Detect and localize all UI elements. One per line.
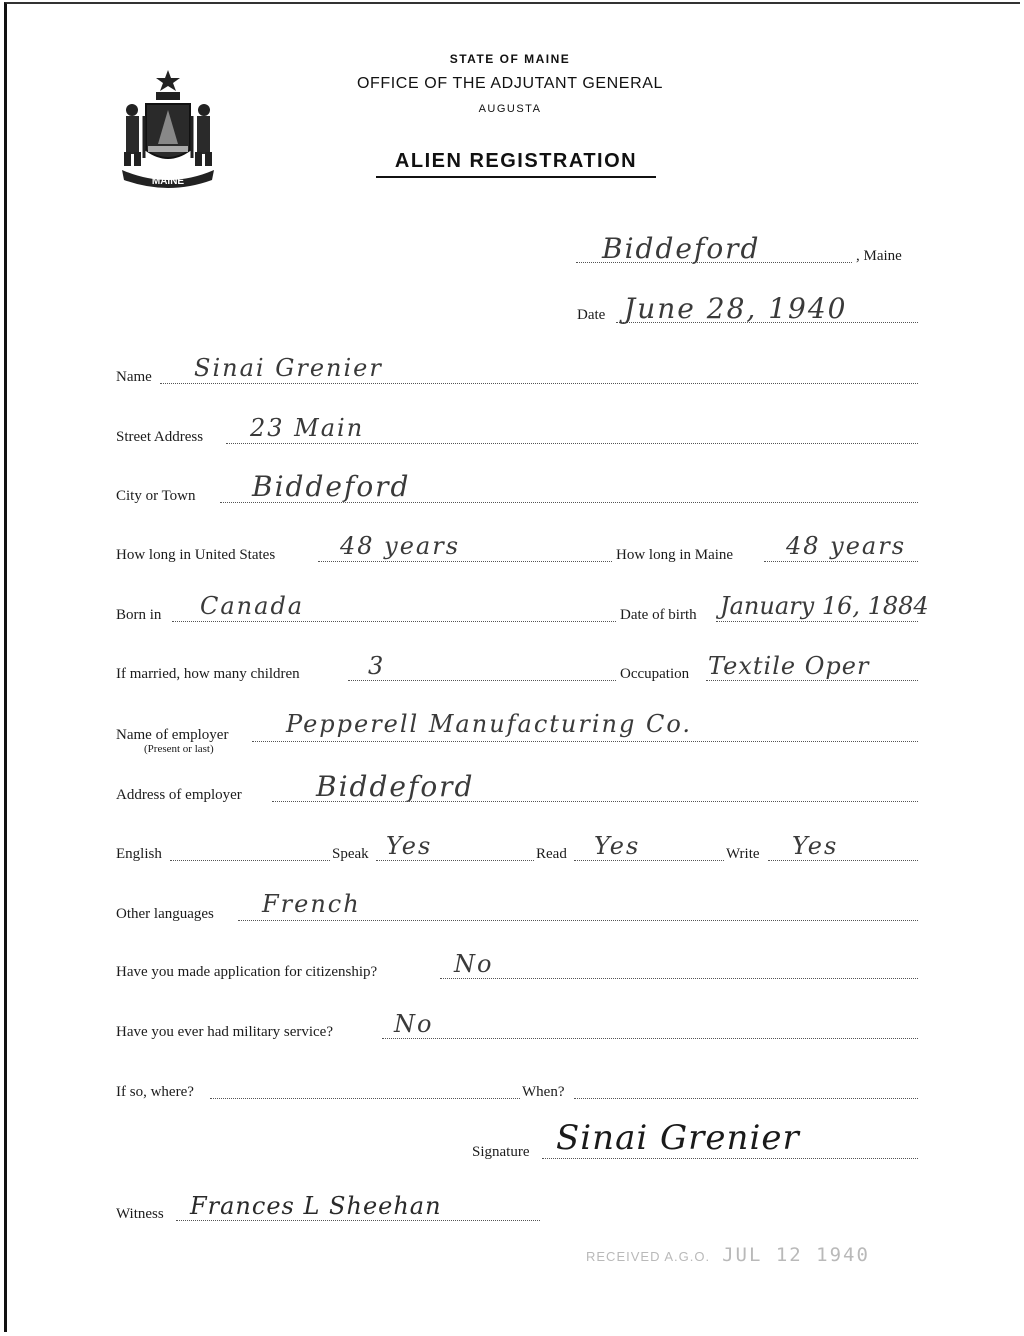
write-label: Write (726, 846, 760, 862)
employer-address-value: Biddeford (316, 770, 475, 803)
received-stamp (586, 1244, 870, 1266)
signature-label: Signature (472, 1144, 530, 1160)
read-label: Read (536, 846, 567, 862)
occupation-line (706, 680, 918, 681)
children-value: 3 (368, 652, 386, 680)
employer-sublabel: (Present or last) (144, 743, 214, 755)
employer-label: Name of employer (116, 727, 229, 743)
born-in-value: Canada (200, 592, 305, 620)
city-label: City or Town (116, 488, 196, 504)
place-value: Biddeford (602, 232, 761, 265)
date-label: Date (577, 307, 606, 323)
place-suffix: , Maine (856, 248, 902, 264)
other-languages-value: French (262, 890, 361, 918)
witness-label: Witness (116, 1206, 164, 1222)
street-value: 23 Main (250, 414, 365, 442)
citizenship-line (440, 978, 918, 979)
employer-address-label: Address of employer (116, 787, 242, 803)
speak-line (376, 860, 534, 861)
street-label: Street Address (116, 429, 204, 445)
form-title: ALIEN REGISTRATION (376, 150, 656, 178)
where-label: If so, where? (116, 1084, 194, 1100)
date-value: June 28, 1940 (624, 292, 848, 325)
us-duration-value: 48 years (340, 532, 461, 560)
city-value: Biddeford (252, 470, 411, 503)
other-languages-line (238, 920, 918, 921)
signature-value: Sinai Grenier (556, 1118, 800, 1158)
maine-duration-label: How long in Maine (616, 547, 734, 563)
stamp-text: RECEIVED A.G.O. (586, 1249, 711, 1264)
city-heading: AUGUSTA (478, 103, 542, 115)
witness-line (176, 1220, 540, 1221)
birth-date-line (716, 621, 918, 622)
state-seal (112, 66, 224, 192)
other-languages-label: Other languages (116, 906, 214, 922)
when-line (574, 1098, 918, 1099)
seal-text: MAINE (151, 176, 185, 187)
military-line (382, 1038, 918, 1039)
children-line (348, 680, 616, 681)
speak-label: Speak (332, 846, 369, 862)
occupation-label: Occupation (620, 666, 690, 682)
maine-duration-line (764, 561, 918, 562)
write-value: Yes (792, 832, 839, 860)
english-label: English (116, 846, 162, 862)
read-line (574, 860, 724, 861)
witness-value: Frances L Sheehan (190, 1192, 442, 1220)
birth-date-label: Date of birth (620, 607, 697, 623)
name-value: Sinai Grenier (194, 354, 383, 382)
us-duration-line (318, 561, 612, 562)
citizenship-value: No (454, 950, 494, 978)
born-in-label: Born in (116, 607, 162, 623)
name-line (160, 383, 918, 384)
street-line (226, 443, 918, 444)
occupation-value: Textile Oper (708, 652, 870, 680)
us-duration-label: How long in United States (116, 547, 276, 563)
where-line (210, 1098, 520, 1099)
military-value: No (394, 1010, 434, 1038)
children-label: If married, how many children (116, 666, 300, 682)
write-line (768, 860, 918, 861)
maine-duration-value: 48 years (786, 532, 907, 560)
name-label: Name (116, 369, 152, 385)
birth-date-value: January 16, 1884 (720, 592, 929, 620)
speak-value: Yes (386, 832, 433, 860)
stamp-date: JUL 12 1940 (722, 1244, 870, 1266)
english-line (170, 860, 330, 861)
military-label: Have you ever had military service? (116, 1024, 333, 1040)
office-heading: OFFICE OF THE ADJUTANT GENERAL (356, 75, 664, 92)
signature-line (542, 1158, 918, 1159)
employer-line (252, 741, 918, 742)
read-value: Yes (594, 832, 641, 860)
born-in-line (172, 621, 616, 622)
state-heading: STATE OF MAINE (449, 52, 571, 66)
employer-value: Pepperell Manufacturing Co. (286, 710, 693, 738)
when-label: When? (522, 1084, 565, 1100)
citizenship-label: Have you made application for citizenship? (116, 964, 378, 980)
